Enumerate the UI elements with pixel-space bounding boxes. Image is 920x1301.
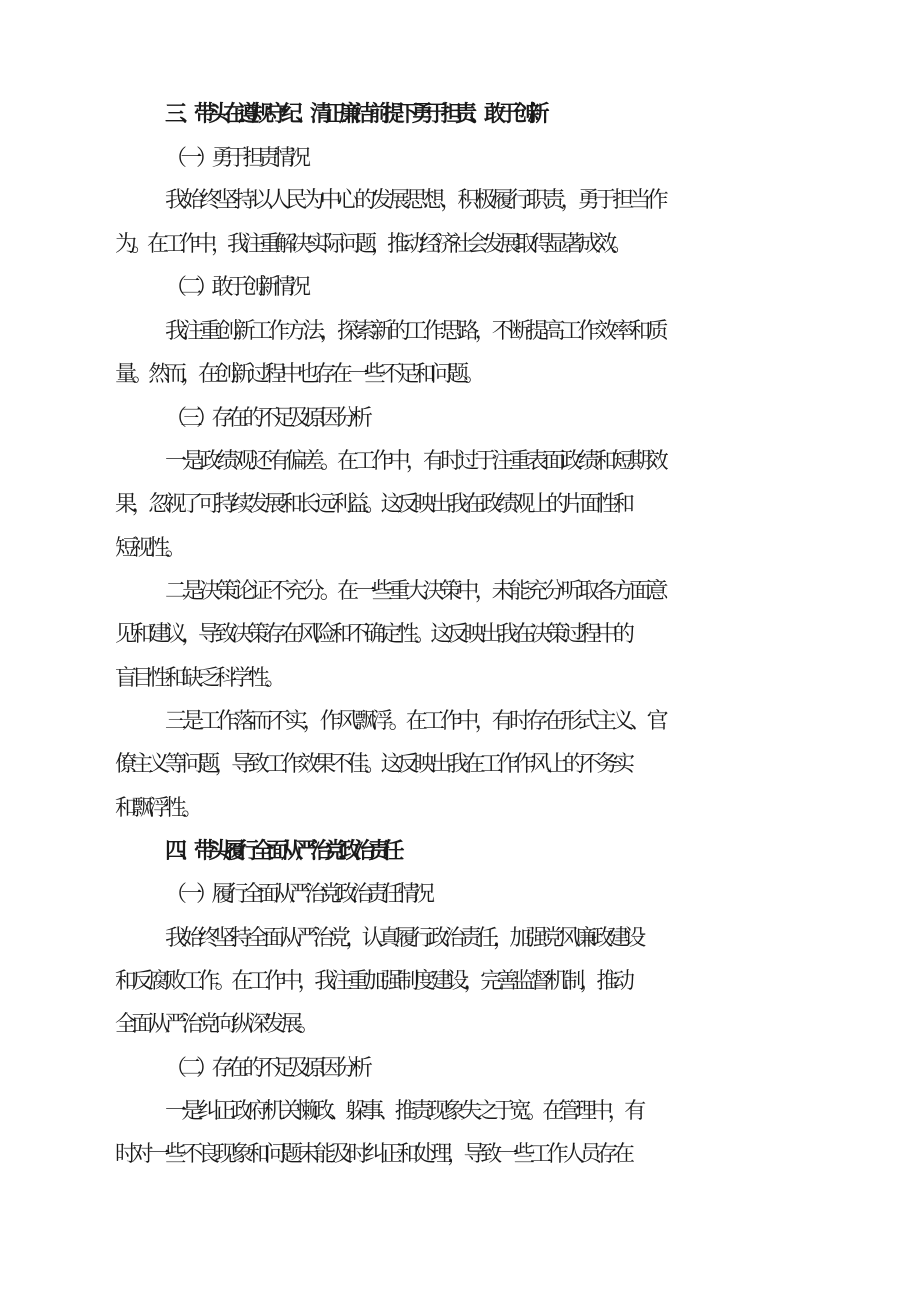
paragraph-line: 一是政绩观还有偏差。在工作中，有时过于注重表面政绩和短期效 [165, 449, 664, 474]
paragraph-line: 和飘浮性。 [115, 796, 199, 821]
paragraph-line: 见和建议，导致决策存在风险和不确定性。这反映出我在决策过程中的 [115, 622, 630, 647]
subsection-title: （一）勇于担责情况 [165, 146, 305, 171]
paragraph-line: 我始终坚持全面从严治党，认真履行政治责任，加强党风廉政建设 [165, 926, 641, 951]
paragraph-line: 我始终坚持以人民为中心的发展思想，积极履行职责，勇于担当作 [165, 188, 664, 213]
paragraph-line: 短视性。 [115, 536, 182, 561]
paragraph-line: 僚主义等问题，导致工作效果不佳。这反映出我在工作作风上的不务实 [115, 752, 630, 777]
paragraph-line: 三是工作落而不实，作风飘浮。在工作中，有时存在形式主义、官 [165, 709, 664, 734]
paragraph-line: 时对一些不良现象和问题未能及时纠正和处理，导致一些工作人员存在 [115, 1142, 630, 1167]
paragraph-line: 和反腐败工作。在工作中，我注重加强制度建设，完善监督机制，推动 [115, 969, 630, 994]
paragraph-line: 一是纠正政府机关懒政、躲事、推责现象失之于宽。在管理中，有 [165, 1099, 641, 1124]
paragraph-line: 我注重创新工作方法，探索新的工作思路，不断提高工作效率和质 [165, 319, 664, 344]
subsection-title: （一）履行全面从严治党政治责任情况 [165, 882, 429, 907]
paragraph-line: 盲目性和缺乏科学性。 [115, 666, 282, 691]
subsection-title: （二）存在的不足及原因分析 [165, 1056, 367, 1081]
section-heading: 四、带头履行全面从严治党政治责任 [165, 839, 398, 864]
paragraph-line: 果，忽视了可持续发展和长远利益。这反映出我在政绩观上的片面性和 [115, 492, 630, 517]
paragraph-line: 二是决策论证不充分。在一些重大决策中，未能充分听取各方面意 [165, 579, 664, 604]
subsection-title: （三）存在的不足及原因分析 [165, 406, 367, 431]
paragraph-line: 为。在工作中，我注重解决实际问题，推动经济社会发展取得显著成效。 [115, 232, 628, 257]
paragraph-line: 量。然而，在创新过程中也存在一些不足和问题。 [115, 362, 481, 387]
paragraph-line: 全面从严治党向纵深发展。 [115, 1012, 315, 1037]
subsection-title: （二）敢于创新情况 [165, 275, 305, 300]
section-heading: 三、带头在遵规守纪、清正廉洁前提下勇于担责、敢于创新 [165, 102, 543, 127]
